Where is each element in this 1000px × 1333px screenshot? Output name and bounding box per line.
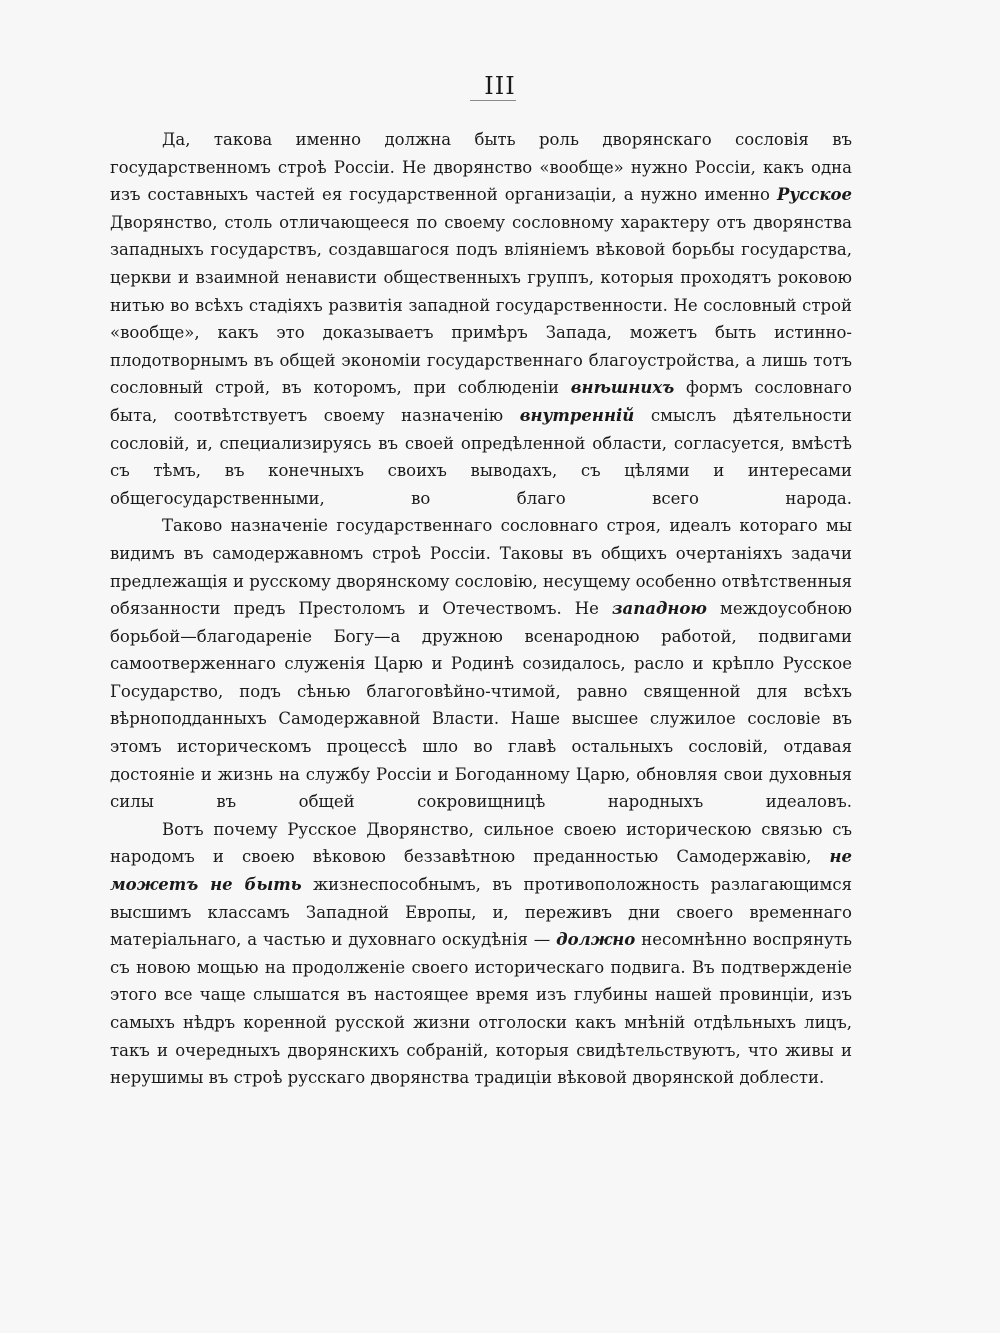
text-run: Вотъ почему Русское Дворянство, сильное своею историческою связью съ народомъ и своею вѣковою беззавѣтною преданностью Самодержавію,: [110, 819, 852, 867]
emphasized-text: Русское: [776, 185, 852, 205]
emphasized-text: внутренній: [519, 405, 635, 425]
emphasized-text: западною: [611, 599, 707, 619]
paragraph: [110, 512, 852, 816]
text-run: формъ сословнаго быта, соотвѣтствуетъ своему назначенію: [110, 378, 852, 425]
text-run: несомнѣнно воспрянуть съ новою мощью на продолженіе своего историческаго подвига. Въ подтвержденіе этого все чаще слышатся въ настоящее время изъ глубины нашей провинціи, изъ самыхъ нѣдръ коренной русской жизни отголоски какъ мнѣній отдѣльныхъ лицъ, такъ и очередныхъ дворянскихъ собраній, которыя свидѣтельствуютъ, что живы и нерушимы въ строѣ русскаго дворянства традиціи вѣковой дворянской доблести.: [110, 930, 852, 1088]
paragraph: [110, 816, 852, 1092]
text-run: Таково назначеніе государственнаго сословнаго строя, идеалъ котораго мы видимъ въ самодержавномъ строѣ Россіи. Таковы въ общихъ очертаніяхъ задачи предлежащія и русскому дворянскому сословію, несущему особенно отвѣтственныя обязанности предъ Престоломъ и Отечествомъ. Не: [110, 516, 852, 619]
page-number-rule: [470, 100, 516, 101]
text-run: Дворянство, столь отличающееся по своему сословному характеру отъ дворянства западныхъ государствъ, создавшагося подъ вліяніемъ вѣковой борьбы государства, церкви и взаимной ненависти общественныхъ группъ, которыя проходятъ роковою нитью во всѣхъ стадіяхъ развитія западной государственности. Не сословный строй «вообще», какъ это доказываетъ примѣръ Запада, можетъ быть истинно-плодотворнымъ въ общей экономіи государственнаго благоустройства, а лишь тотъ сословный строй, въ которомъ, при соблюденіи: [110, 212, 852, 398]
text-run: междоусобною борьбой—благодареніе Богу—а дружною всенародною работой, подвигами самоотверженнаго служенія Царю и Родинѣ созидалось, расло и крѣпло Русское Государство, подъ сѣнью благоговѣйно-чтимой, равно священной для всѣхъ вѣрноподданныхъ Самодержавной Власти. Наше высшее служилое сословіе въ этомъ историческомъ процессѣ шло во главѣ остальныхъ сословій, отдавая достояніе и жизнь на службу Россіи и Богоданному Царю, обновляя свои духовныя силы въ общей сокровищницѣ народныхъ идеаловъ.: [110, 599, 852, 812]
text-run: Да, такова именно должна быть роль дворянскаго сословія въ государственномъ строѣ Россіи. Не дворянство «вообще» нужно Россіи, какъ одна изъ составныхъ частей ея государственной организаціи, а нужно именно: [110, 130, 852, 205]
text-run: смыслъ дѣятельности сословій, и, специализируясь въ своей опредѣленной области, согласуется, вмѣстѣ съ тѣмъ, въ конечныхъ своихъ выводахъ, съ цѣлями и интересами общегосударственными, во благо всего народа.: [110, 405, 852, 508]
text-run: жизнеспособнымъ, въ противоположность разлагающимся высшимъ классамъ Западной Европы, и, переживъ дни своего временнаго матеріальнаго, а частью и духовнаго оскудѣнія —: [110, 875, 852, 950]
emphasized-text: не можетъ не быть: [110, 847, 852, 895]
body-text: [110, 126, 852, 1092]
emphasized-text: внѣшнихъ: [570, 378, 675, 398]
emphasized-text: должно: [556, 930, 636, 950]
page-number: III: [484, 72, 516, 100]
paragraph: [110, 126, 852, 512]
